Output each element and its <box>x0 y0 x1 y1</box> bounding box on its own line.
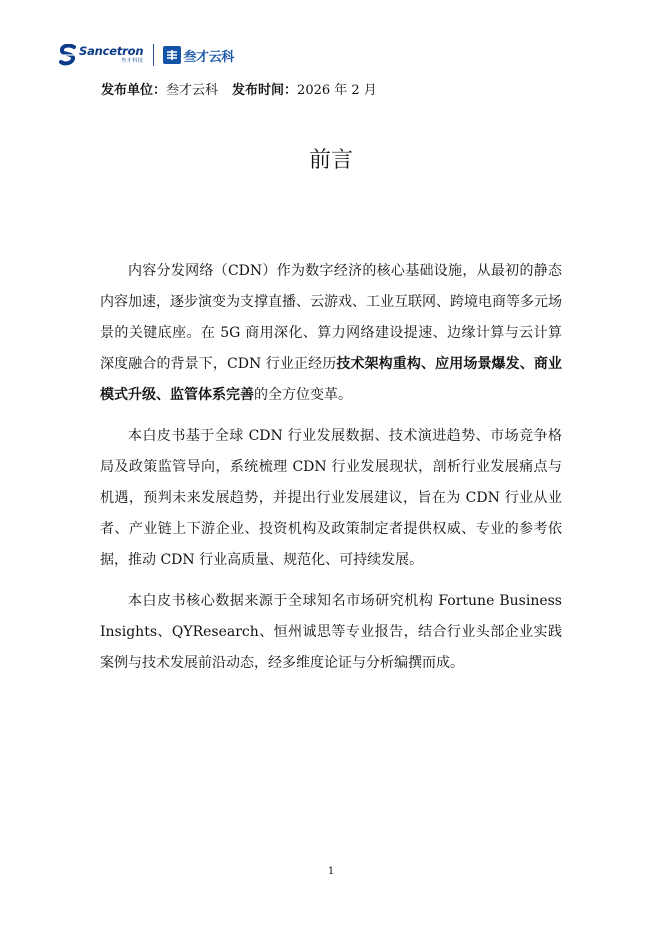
publisher-info <box>101 79 377 98</box>
paragraph-3: 本白皮书核心数据来源于全球知名市场研究机构 Fortune Business Insights、QYResearch、恒州诚思等专业报告，结合行业头部企业实践案例与技术发展前沿动态，经多维度论证与分析编撰而成。 <box>100 593 562 671</box>
publisher-unit-value: 叁才云科 <box>166 83 219 98</box>
sancai-cloud-logo-icon <box>163 46 181 64</box>
header-logos <box>59 40 234 70</box>
page-title: 前言 <box>308 148 353 173</box>
sancetron-logo-icon <box>59 44 77 66</box>
publish-time-value: 2026 年 2 月 <box>297 83 377 98</box>
sancetron-logo-sub: 叁才科技 <box>121 57 144 64</box>
paragraph-1-text-c: 的全方位变革。 <box>254 387 352 403</box>
sancetron-logo <box>59 44 143 66</box>
paragraph-1-emphasis: 技术架构重构、应用场景爆发、商业模式升级、监管体系完善 <box>100 356 563 403</box>
publisher-unit-label: 发布单位： <box>101 83 167 98</box>
paragraph-1-text-a: 内容分发网络（CDN）作为数字经济的核心基础设施，从最初的静态内容加速，逐步演变为支撑直播、云游戏、工业互联网、跨境电商等多元场景的关键底座。在 5G 商用深化、算力网络建设提速、边缘计算与云计算深度融合的背景下，CDN 行业正经历 <box>100 263 562 372</box>
logo-divider <box>153 44 154 66</box>
sancai-cloud-logo <box>163 46 234 65</box>
body-text <box>100 256 562 689</box>
page-number: 1 <box>327 866 335 877</box>
publish-time-label: 发布时间： <box>232 83 298 98</box>
sancai-cloud-logo-name: 叁才云科 <box>183 49 235 65</box>
sancetron-logo-name: Sancetron <box>79 44 144 59</box>
paragraph-1 <box>100 256 562 411</box>
paragraph-2: 本白皮书基于全球 CDN 行业发展数据、技术演进趋势、市场竞争格局及政策监管导向，系统梳理 CDN 行业发展现状，剖析行业发展痛点与机遇，预判未来发展趋势，并提出行业发展建议，旨在为 CDN 行业从业者、产业链上下游企业、投资机构及政策制定者提供权威、专业的参考依据，推动 CDN 行业高质量、规范化、可持续发展。 <box>100 428 562 568</box>
